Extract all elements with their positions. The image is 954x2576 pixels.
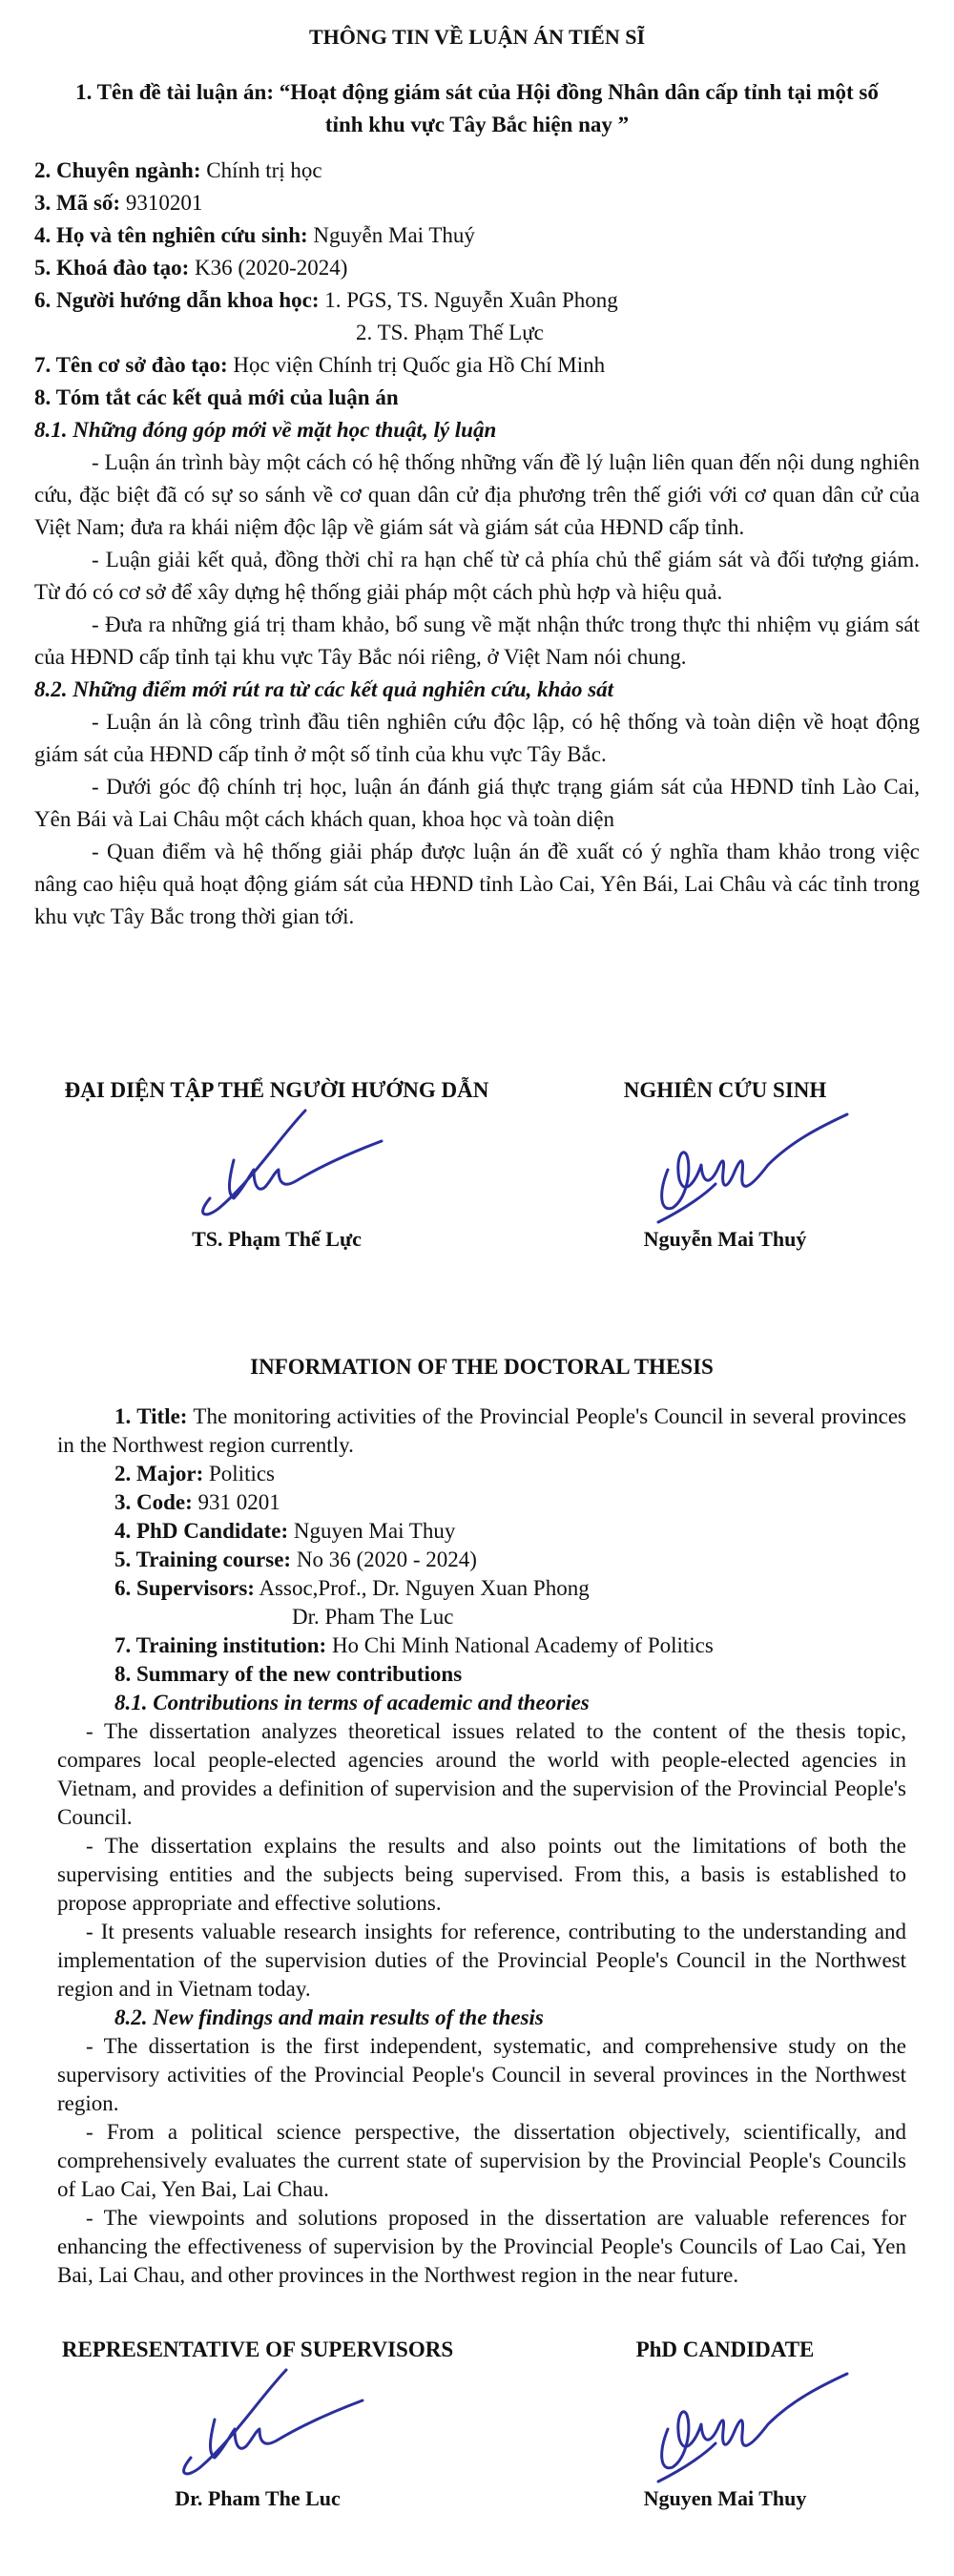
en-code-label: 3. Code: (114, 1490, 193, 1514)
vn-course-value: K36 (2020-2024) (195, 256, 348, 280)
en-signature-supervisor (48, 2337, 467, 2511)
vn-code-label: 3. Mã số: (34, 191, 121, 215)
vn-section-8-2-paragraph-3: - Quan điểm và hệ thống giải pháp được luận án đề xuất có ý nghĩa tham khảo trong việc nâng cao hiệu quả hoạt động giám sát của HĐND tỉnh Lào Cai, Yên Bái, Lai Châu và các tỉnh trong khu vực Tây Bắc trong thời gian tới. (34, 840, 920, 928)
en-major-value: Politics (209, 1462, 276, 1485)
en-major-label: 2. Major: (114, 1462, 204, 1485)
en-code (57, 1488, 906, 1517)
en-institution-label: 7. Training institution: (114, 1633, 327, 1657)
handwritten-signature-icon (601, 1103, 849, 1227)
vn-supervisors (34, 284, 920, 317)
vn-code-value: 9310201 (125, 191, 203, 215)
vn-supervisor-2: 2. TS. Phạm Thế Lực (356, 321, 544, 344)
vn-institution (34, 349, 920, 382)
vn-institution-value: Học viện Chính trị Quốc gia Hồ Chí Minh (233, 353, 606, 377)
en-title-label: 1. Title: (114, 1404, 188, 1428)
vn-candidate-name: Nguyễn Mai Thuý (643, 1227, 807, 1251)
handwritten-signature-icon (162, 1103, 391, 1227)
vn-supervisor-1: 1. PGS, TS. Nguyễn Xuân Phong (324, 288, 618, 312)
vn-section-8-1-paragraph-1: - Luận án trình bày một cách có hệ thống những vấn đề lý luận liên quan đến nội dung nghiên cứu, đặc biệt đã có sự so sánh về cơ quan dân cử địa phương trên thế giới với cơ quan dân cử của Việt Nam; đưa ra khái niệm độc lập về giám sát và giám sát của HĐND cấp tỉnh. (34, 450, 920, 539)
en-section-8-1-paragraph-1: - The dissertation analyzes theoretical issues related to the content of the thesis topic, compares local people-elected agencies around the world with people-elected agencies in Vietnam, and provides a definition of supervision and the supervision of the Provincial People's Council. (57, 1719, 906, 1829)
vn-code (34, 187, 920, 219)
vn-course-label: 5. Khoá đào tạo: (34, 256, 190, 280)
vn-supervisor-name: TS. Phạm Thế Lực (192, 1227, 362, 1251)
vn-candidate-label: 4. Họ và tên nghiên cứu sinh: (34, 223, 308, 247)
vn-institution-label: 7. Tên cơ sở đào tạo: (34, 353, 228, 377)
en-section-8-1-heading: 8.1. Contributions in terms of academic and theories (114, 1691, 590, 1714)
en-major (57, 1460, 906, 1488)
vn-candidate-sign-title: NGHIÊN CỨU SINH (623, 1078, 827, 1102)
vn-course (34, 252, 920, 284)
vn-signature-candidate (534, 1078, 916, 1252)
en-signature-candidate (553, 2337, 897, 2511)
vn-signature-supervisor (29, 1078, 525, 1252)
english-section (57, 1353, 906, 2290)
vietnamese-section (34, 21, 920, 933)
vn-section-8-1-paragraph-2: - Luận giải kết quả, đồng thời chỉ ra hạn chế từ cả phía chủ thể giám sát và đối tượng giám. Từ đó có cơ sở để xây dựng hệ thống giải pháp một cách phù hợp và hiệu quả. (34, 548, 920, 604)
en-candidate-label: 4. PhD Candidate: (114, 1519, 289, 1543)
en-supervisors-label: 6. Supervisors: (114, 1576, 255, 1600)
en-supervisor-1: Assoc,Prof., Dr. Nguyen Xuan Phong (259, 1576, 590, 1600)
vn-signature-block (0, 1078, 954, 1317)
en-supervisor-2: Dr. Pham The Luc (292, 1605, 454, 1629)
en-candidate-value: Nguyen Mai Thuy (293, 1519, 456, 1543)
vn-section-8-2-heading: 8.2. Những điểm mới rút ra từ các kết quả nghiên cứu, khảo sát (34, 677, 614, 701)
vn-section-8-1-paragraph-3: - Đưa ra những giá trị tham khảo, bổ sung về mặt nhận thức trong thực thi nhiệm vụ giám sát của HĐND cấp tỉnh tại khu vực Tây Bắc nói riêng, ở Việt Nam nói chung. (34, 613, 920, 669)
vn-supervisors-label: 6. Người hướng dẫn khoa học: (34, 288, 320, 312)
vn-page-title: THÔNG TIN VỀ LUẬN ÁN TIẾN SĨ (308, 25, 646, 49)
vn-topic-value: “Hoạt động giám sát của Hội đồng Nhân dân cấp tỉnh tại một số tỉnh khu vực Tây Bắc hiện nay ” (279, 80, 879, 136)
handwritten-signature-icon (601, 2362, 849, 2486)
vn-major-label: 2. Chuyên ngành: (34, 158, 201, 182)
vn-summary-heading: 8. Tóm tắt các kết quả mới của luận án (34, 385, 399, 409)
en-candidate (57, 1517, 906, 1546)
en-institution-value: Ho Chi Minh National Academy of Politics (331, 1633, 714, 1657)
en-summary-heading: 8. Summary of the new contributions (114, 1662, 463, 1686)
vn-topic (34, 76, 920, 141)
vn-candidate (34, 219, 920, 252)
vn-section-8-2-paragraph-2: - Dưới góc độ chính trị học, luận án đánh giá thực trạng giám sát của HĐND tỉnh Lào Cai, Yên Bái và Lai Châu một cách khách quan, khoa học và toàn diện (34, 775, 920, 831)
vn-supervisor-sign-title: ĐẠI DIỆN TẬP THỂ NGƯỜI HƯỚNG DẪN (64, 1078, 489, 1102)
en-code-value: 931 0201 (197, 1490, 280, 1514)
en-supervisors (57, 1574, 906, 1603)
handwritten-signature-icon (143, 2362, 372, 2486)
en-course (57, 1546, 906, 1574)
en-title-value: The monitoring activities of the Provincial People's Council in several provinces in the Northwest region currently. (57, 1404, 906, 1457)
vn-major (34, 155, 920, 187)
en-section-8-2-paragraph-3: - The viewpoints and solutions proposed in the dissertation are valuable references for enhancing the effectiveness of supervision by the Provincial People's Councils of Lao Cai, Yen Bai, Lai Chau, and other provinces in the Northwest region in the near future. (57, 2206, 906, 2287)
en-course-value: No 36 (2020 - 2024) (296, 1548, 477, 1571)
vn-major-value: Chính trị học (206, 158, 322, 182)
en-supervisor-name: Dr. Pham The Luc (175, 2486, 341, 2510)
vn-topic-label: 1. Tên đề tài luận án: (75, 80, 274, 104)
en-signature-block (0, 2337, 954, 2566)
en-section-8-2-paragraph-2: - From a political science perspective, the dissertation objectively, scientifically, and comprehensively evaluates the current state of supervision by the Provincial People's Councils of Lao Cai, Yen Bai, Lai Chau. (57, 2120, 906, 2201)
en-section-8-1-paragraph-2: - The dissertation explains the results and also points out the limitations of both the supervising entities and the subjects being supervised. From this, a basis is established to propose appropriate and effective solutions. (57, 1834, 906, 1915)
en-institution (57, 1631, 906, 1660)
vn-section-8-1-heading: 8.1. Những đóng góp mới về mặt học thuật, lý luận (34, 418, 497, 442)
en-candidate-sign-title: PhD CANDIDATE (635, 2337, 815, 2361)
vn-section-8-2-paragraph-1: - Luận án là công trình đầu tiên nghiên cứu độc lập, có hệ thống và toàn diện về hoạt động giám sát của HĐND cấp tỉnh ở một số tỉnh của khu vực Tây Bắc. (34, 710, 920, 766)
en-supervisor-sign-title: REPRESENTATIVE OF SUPERVISORS (61, 2337, 454, 2361)
en-section-8-2-heading: 8.2. New findings and main results of the thesis (114, 2005, 544, 2029)
en-section-8-2-paragraph-1: - The dissertation is the first independent, systematic, and comprehensive study on the supervisory activities of the Provincial People's Council in several provinces in the Northwest region. (57, 2034, 906, 2115)
en-candidate-name: Nguyen Mai Thuy (643, 2486, 807, 2510)
en-title (57, 1402, 906, 1460)
en-course-label: 5. Training course: (114, 1548, 292, 1571)
en-page-title: INFORMATION OF THE DOCTORAL THESIS (250, 1355, 714, 1379)
vn-candidate-value: Nguyễn Mai Thuý (313, 223, 475, 247)
en-section-8-1-paragraph-3: - It presents valuable research insights for reference, contributing to the understanding and implementation of the supervision duties of the Provincial People's Council in the Northwest region and in Vietnam today. (57, 1920, 906, 2001)
